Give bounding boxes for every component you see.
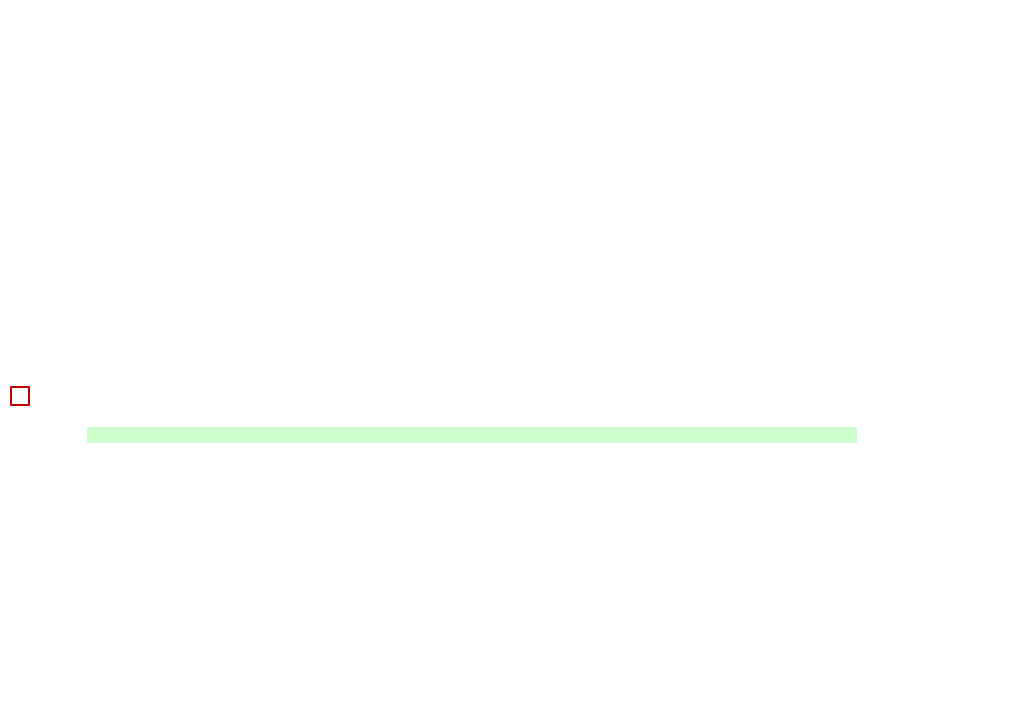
section-header	[10, 384, 38, 408]
train-header-band	[87, 427, 857, 443]
l-tokkyu-icon	[10, 386, 30, 406]
